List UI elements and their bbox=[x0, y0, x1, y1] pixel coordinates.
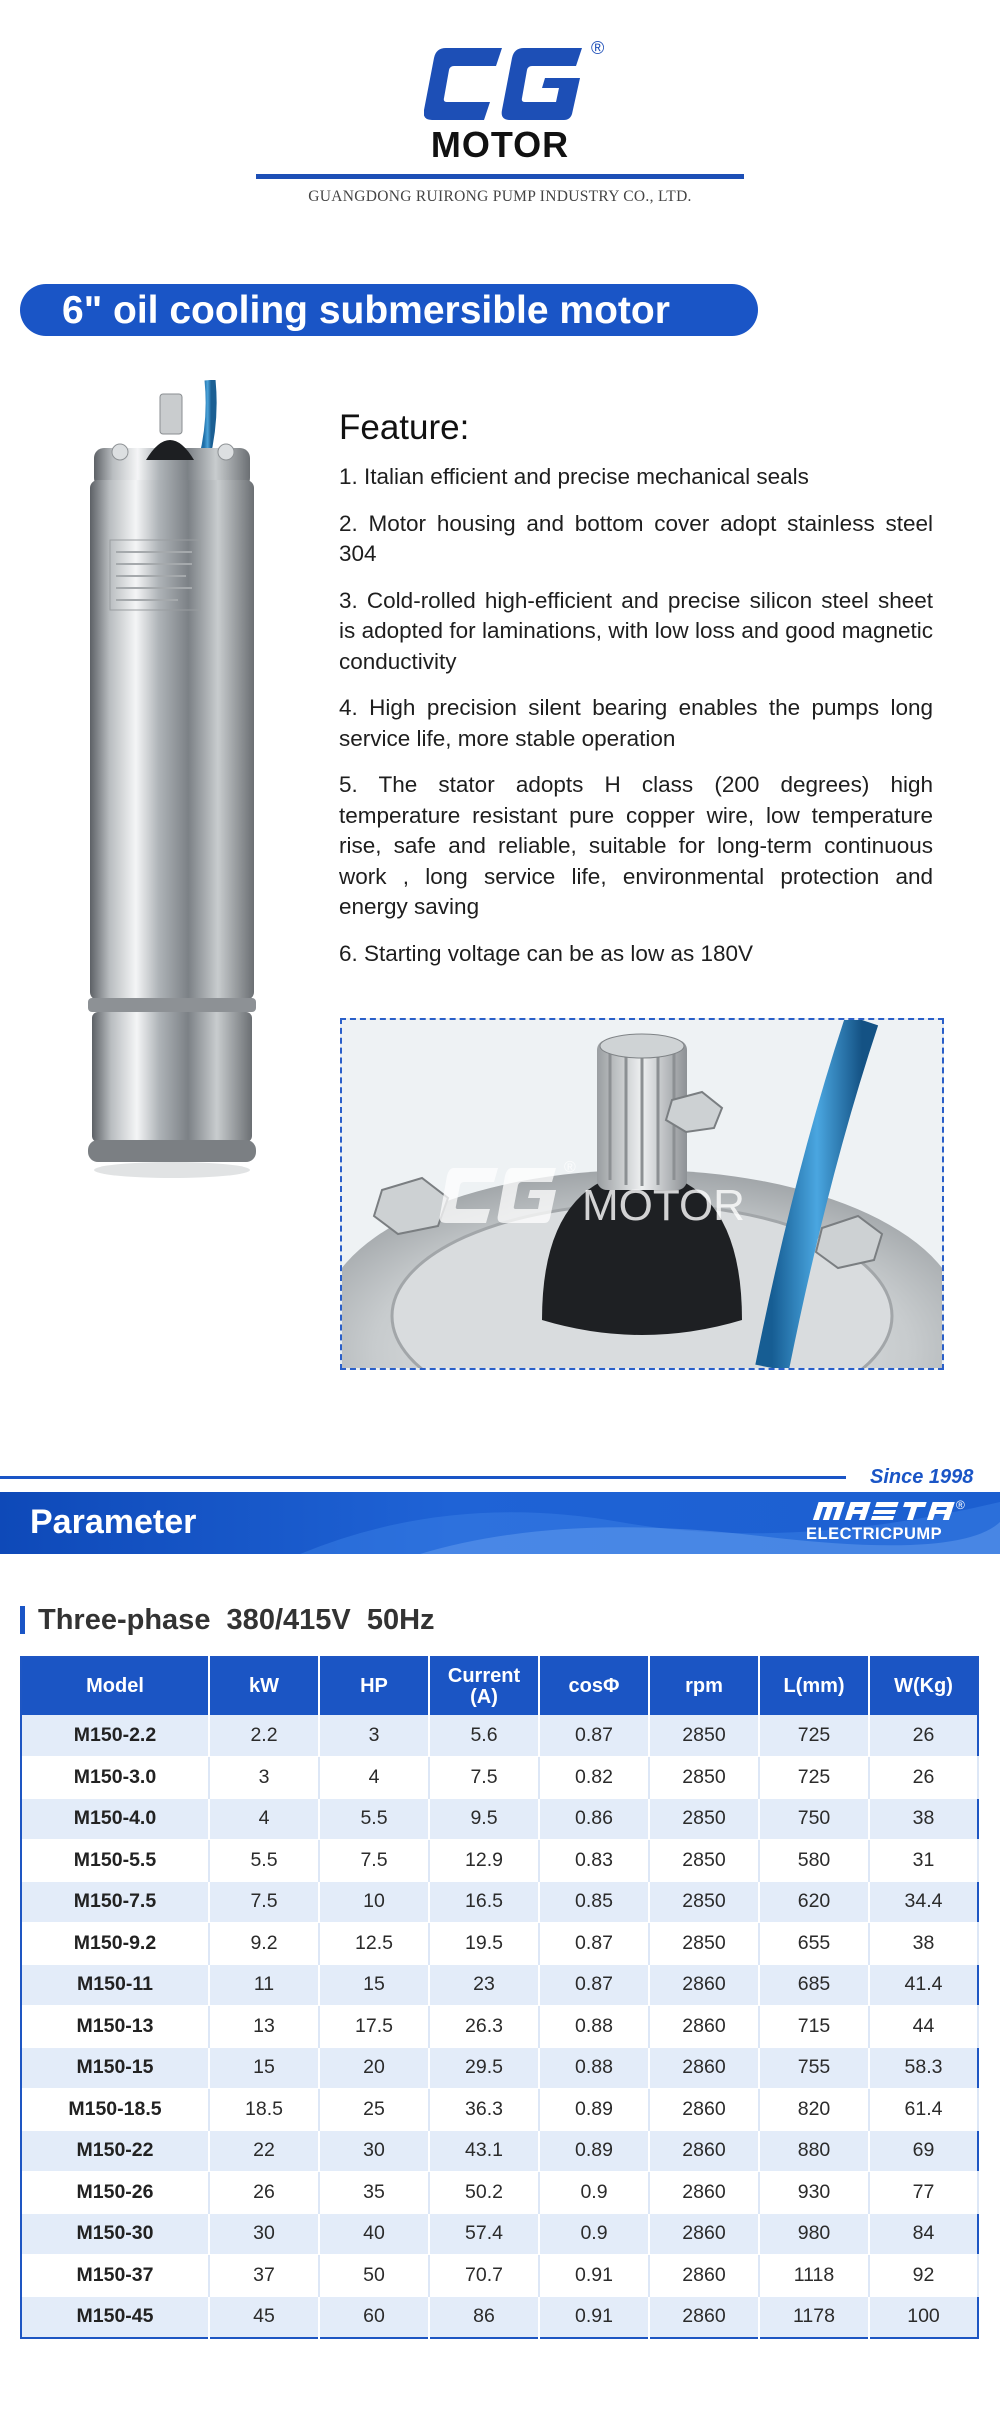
registered-mark: ® bbox=[591, 38, 605, 58]
table-cell: 92 bbox=[869, 2255, 978, 2297]
table-header-cell: Current (A) bbox=[429, 1657, 539, 1715]
table-cell: 29.5 bbox=[429, 2047, 539, 2089]
table-header-cell: W(Kg) bbox=[869, 1657, 978, 1715]
table-header-cell: HP bbox=[319, 1657, 429, 1715]
table-cell: 5.6 bbox=[429, 1715, 539, 1757]
table-cell: 7.5 bbox=[319, 1840, 429, 1882]
table-cell: 4 bbox=[319, 1757, 429, 1799]
table-cell: 2850 bbox=[649, 1715, 759, 1757]
table-cell: 18.5 bbox=[209, 2089, 319, 2131]
table-cell: 15 bbox=[209, 2047, 319, 2089]
table-header-cell: rpm bbox=[649, 1657, 759, 1715]
model-cell: M150-4.0 bbox=[21, 1798, 209, 1840]
table-row bbox=[21, 1923, 978, 1965]
table-cell: 38 bbox=[869, 1923, 978, 1965]
table-cell: 30 bbox=[319, 2130, 429, 2172]
table-cell: 2860 bbox=[649, 2296, 759, 2338]
brand-subtitle: ELECTRICPUMP bbox=[806, 1525, 943, 1543]
table-cell: 26 bbox=[209, 2172, 319, 2214]
table-cell: 45 bbox=[209, 2296, 319, 2338]
model-cell: M150-26 bbox=[21, 2172, 209, 2214]
table-cell: 2850 bbox=[649, 1881, 759, 1923]
table-header-cell: Model bbox=[21, 1657, 209, 1715]
table-cell: 0.86 bbox=[539, 1798, 649, 1840]
model-cell: M150-3.0 bbox=[21, 1757, 209, 1799]
table-cell: 655 bbox=[759, 1923, 869, 1965]
table-cell: 2860 bbox=[649, 2089, 759, 2131]
table-cell: 9.5 bbox=[429, 1798, 539, 1840]
feature-heading: Feature: bbox=[339, 408, 470, 447]
table-cell: 820 bbox=[759, 2089, 869, 2131]
model-cell: M150-11 bbox=[21, 1964, 209, 2006]
table-cell: 12.9 bbox=[429, 1840, 539, 1882]
table-cell: 11 bbox=[209, 1964, 319, 2006]
table-cell: 26 bbox=[869, 1757, 978, 1799]
table-cell: 38 bbox=[869, 1798, 978, 1840]
table-cell: 0.87 bbox=[539, 1964, 649, 2006]
cg-logo-mark bbox=[424, 44, 584, 124]
table-cell: 0.89 bbox=[539, 2130, 649, 2172]
table-body bbox=[21, 1715, 978, 2338]
table-cell: 12.5 bbox=[319, 1923, 429, 1965]
table-cell: 25 bbox=[319, 2089, 429, 2131]
table-header-cell: L(mm) bbox=[759, 1657, 869, 1715]
table-cell: 60 bbox=[319, 2296, 429, 2338]
table-row bbox=[21, 2296, 978, 2338]
since-year: Since 1998 bbox=[870, 1466, 974, 1488]
motor-product-image bbox=[82, 380, 262, 1180]
table-cell: 26.3 bbox=[429, 2006, 539, 2048]
mastra-brand bbox=[806, 1498, 966, 1548]
feature-section bbox=[339, 408, 933, 985]
table-row bbox=[21, 2255, 978, 2297]
table-cell: 750 bbox=[759, 1798, 869, 1840]
table-cell: 19.5 bbox=[429, 1923, 539, 1965]
table-cell: 980 bbox=[759, 2213, 869, 2255]
table-cell: 0.91 bbox=[539, 2255, 649, 2297]
table-row bbox=[21, 2213, 978, 2255]
table-cell: 2860 bbox=[649, 2172, 759, 2214]
spec-heading-text: Three-phase 380/415V 50Hz bbox=[38, 1604, 435, 1636]
table-cell: 17.5 bbox=[319, 2006, 429, 2048]
table-row bbox=[21, 1798, 978, 1840]
table-cell: 2860 bbox=[649, 2047, 759, 2089]
table-cell: 2860 bbox=[649, 1964, 759, 2006]
table-cell: 2860 bbox=[649, 2006, 759, 2048]
table-cell: 20 bbox=[319, 2047, 429, 2089]
logo-underline bbox=[256, 174, 744, 179]
table-row bbox=[21, 1840, 978, 1882]
table-cell: 70.7 bbox=[429, 2255, 539, 2297]
table-cell: 100 bbox=[869, 2296, 978, 2338]
parameter-title: Parameter bbox=[30, 1503, 197, 1541]
table-header-cell: kW bbox=[209, 1657, 319, 1715]
model-cell: M150-30 bbox=[21, 2213, 209, 2255]
table-row bbox=[21, 1964, 978, 2006]
table-cell: 0.85 bbox=[539, 1881, 649, 1923]
table-cell: 2860 bbox=[649, 2130, 759, 2172]
model-cell: M150-2.2 bbox=[21, 1715, 209, 1757]
table-cell: 0.87 bbox=[539, 1715, 649, 1757]
table-cell: 23 bbox=[429, 1964, 539, 2006]
table-cell: 50.2 bbox=[429, 2172, 539, 2214]
table-cell: 31 bbox=[869, 1840, 978, 1882]
spec-heading-bar bbox=[20, 1606, 25, 1634]
table-cell: 3 bbox=[319, 1715, 429, 1757]
table-row bbox=[21, 2130, 978, 2172]
model-cell: M150-45 bbox=[21, 2296, 209, 2338]
table-row bbox=[21, 2089, 978, 2131]
since-rule bbox=[0, 1476, 846, 1479]
table-cell: 2850 bbox=[649, 1798, 759, 1840]
table-cell: 30 bbox=[209, 2213, 319, 2255]
table-cell: 35 bbox=[319, 2172, 429, 2214]
model-cell: M150-15 bbox=[21, 2047, 209, 2089]
table-header-cell: cosΦ bbox=[539, 1657, 649, 1715]
brand-registered: ® bbox=[956, 1498, 965, 1512]
table-cell: 16.5 bbox=[429, 1881, 539, 1923]
table-cell: 13 bbox=[209, 2006, 319, 2048]
model-cell: M150-22 bbox=[21, 2130, 209, 2172]
company-name: GUANGDONG RUIRONG PUMP INDUSTRY CO., LTD. bbox=[308, 188, 692, 205]
table-cell: 0.88 bbox=[539, 2006, 649, 2048]
product-title: 6" oil cooling submersible motor bbox=[62, 289, 670, 332]
feature-item: 6. Starting voltage can be as low as 180V bbox=[339, 940, 754, 966]
table-cell: 620 bbox=[759, 1881, 869, 1923]
feature-item: 5. The stator adopts H class (200 degrees) high temperature resistant pure copper wire, low temperature rise, safe and reliable, suitable for long-term continuous work , long service life, environmental protection and energy saving bbox=[339, 772, 933, 919]
model-cell: M150-9.2 bbox=[21, 1923, 209, 1965]
table-cell: 7.5 bbox=[429, 1757, 539, 1799]
table-cell: 7.5 bbox=[209, 1881, 319, 1923]
table-cell: 930 bbox=[759, 2172, 869, 2214]
table-row bbox=[21, 2172, 978, 2214]
table-row bbox=[21, 1881, 978, 1923]
watermark-registered: ® bbox=[564, 1159, 576, 1176]
table-cell: 5.5 bbox=[209, 1840, 319, 1882]
table-row bbox=[21, 1757, 978, 1799]
parameter-banner bbox=[0, 1492, 1000, 1554]
table-cell: 1178 bbox=[759, 2296, 869, 2338]
table-cell: 77 bbox=[869, 2172, 978, 2214]
table-cell: 34.4 bbox=[869, 1881, 978, 1923]
table-row bbox=[21, 2006, 978, 2048]
product-title-banner bbox=[20, 284, 758, 336]
feature-item: 2. Motor housing and bottom cover adopt stainless steel 304 bbox=[339, 510, 933, 566]
table-cell: 0.9 bbox=[539, 2213, 649, 2255]
table-cell: 26 bbox=[869, 1715, 978, 1757]
table-cell: 86 bbox=[429, 2296, 539, 2338]
table-cell: 58.3 bbox=[869, 2047, 978, 2089]
table-cell: 37 bbox=[209, 2255, 319, 2297]
model-cell: M150-18.5 bbox=[21, 2089, 209, 2131]
table-cell: 2850 bbox=[649, 1923, 759, 1965]
table-cell: 0.9 bbox=[539, 2172, 649, 2214]
table-cell: 2850 bbox=[649, 1757, 759, 1799]
table-cell: 1118 bbox=[759, 2255, 869, 2297]
closeup-illustration bbox=[342, 1020, 942, 1368]
table-cell: 0.91 bbox=[539, 2296, 649, 2338]
motor-closeup-image bbox=[340, 1018, 944, 1370]
feature-item: 3. Cold-rolled high-efficient and precise silicon steel sheet is adopted for laminations, with low loss and good magnetic conductivity bbox=[339, 587, 933, 674]
table-cell: 755 bbox=[759, 2047, 869, 2089]
watermark-text: MOTOR bbox=[582, 1181, 745, 1230]
model-cell: M150-7.5 bbox=[21, 1881, 209, 1923]
table-cell: 0.82 bbox=[539, 1757, 649, 1799]
feature-item: 4. High precision silent bearing enables the pumps long service life, more stable operation bbox=[339, 695, 933, 751]
table-cell: 9.2 bbox=[209, 1923, 319, 1965]
table-cell: 43.1 bbox=[429, 2130, 539, 2172]
mastra-logo bbox=[806, 1498, 956, 1524]
model-cell: M150-13 bbox=[21, 2006, 209, 2048]
feature-item: 1. Italian efficient and precise mechanical seals bbox=[339, 464, 809, 489]
model-cell: M150-37 bbox=[21, 2255, 209, 2297]
table-cell: 5.5 bbox=[319, 1798, 429, 1840]
table-cell: 0.87 bbox=[539, 1923, 649, 1965]
table-cell: 15 bbox=[319, 1964, 429, 2006]
model-cell: M150-5.5 bbox=[21, 1840, 209, 1882]
table-cell: 57.4 bbox=[429, 2213, 539, 2255]
table-cell: 2860 bbox=[649, 2255, 759, 2297]
table-cell: 41.4 bbox=[869, 1964, 978, 2006]
logo-motor-text: MOTOR bbox=[430, 124, 570, 165]
table-cell: 685 bbox=[759, 1964, 869, 2006]
table-cell: 2.2 bbox=[209, 1715, 319, 1757]
table-cell: 10 bbox=[319, 1881, 429, 1923]
table-cell: 50 bbox=[319, 2255, 429, 2297]
table-cell: 580 bbox=[759, 1840, 869, 1882]
table-cell: 880 bbox=[759, 2130, 869, 2172]
table-cell: 2860 bbox=[649, 2213, 759, 2255]
table-cell: 725 bbox=[759, 1715, 869, 1757]
table-cell: 4 bbox=[209, 1798, 319, 1840]
table-row bbox=[21, 1715, 978, 1757]
table-cell: 3 bbox=[209, 1757, 319, 1799]
table-cell: 0.88 bbox=[539, 2047, 649, 2089]
table-cell: 44 bbox=[869, 2006, 978, 2048]
table-row bbox=[21, 2047, 978, 2089]
table-cell: 2850 bbox=[649, 1840, 759, 1882]
table-cell: 0.83 bbox=[539, 1840, 649, 1882]
table-cell: 725 bbox=[759, 1757, 869, 1799]
table-cell: 0.89 bbox=[539, 2089, 649, 2131]
spec-table bbox=[20, 1656, 979, 2339]
table-cell: 84 bbox=[869, 2213, 978, 2255]
table-cell: 22 bbox=[209, 2130, 319, 2172]
table-cell: 36.3 bbox=[429, 2089, 539, 2131]
table-cell: 69 bbox=[869, 2130, 978, 2172]
table-cell: 715 bbox=[759, 2006, 869, 2048]
table-cell: 40 bbox=[319, 2213, 429, 2255]
table-cell: 61.4 bbox=[869, 2089, 978, 2131]
table-header-row bbox=[21, 1657, 978, 1715]
company-logo bbox=[0, 0, 1000, 230]
